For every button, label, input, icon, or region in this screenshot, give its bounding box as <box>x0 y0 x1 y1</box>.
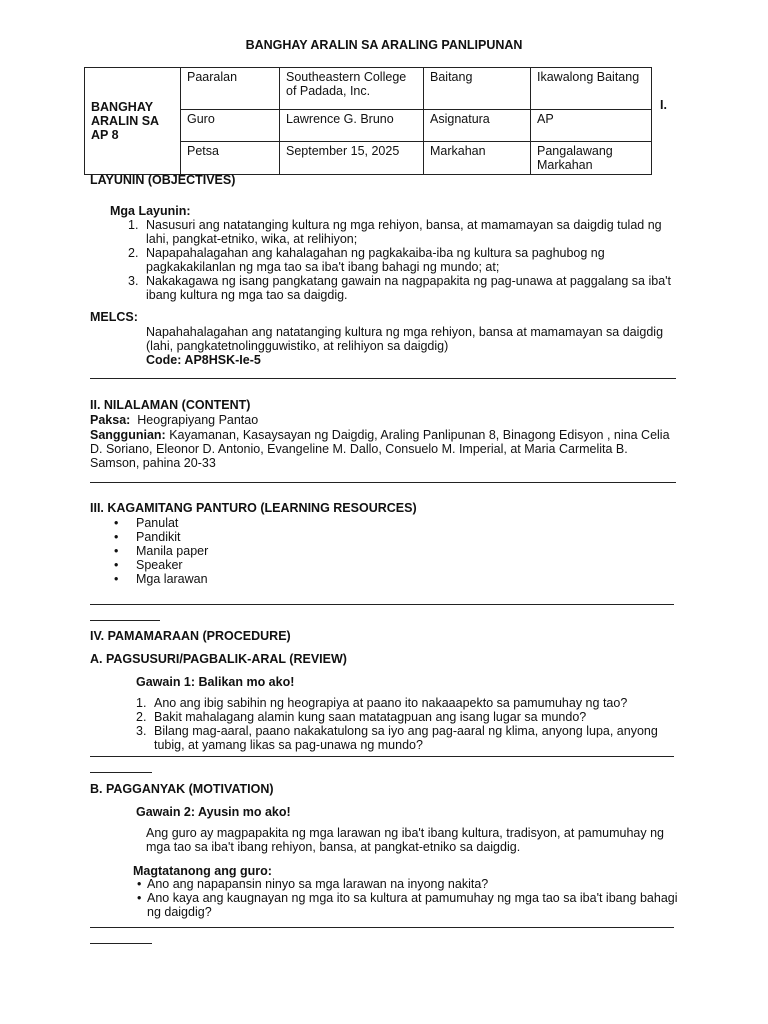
list-item: • Panulat <box>114 516 179 530</box>
table-cell: Ikawalong Baitang <box>531 68 652 110</box>
document-title: BANGHAY ARALIN SA ARALING PANLIPUNAN <box>245 38 523 52</box>
melcs-text: Napahahalagahan ang natatanging kultura ng mga rehiyon, bansa at mamamayan sa daigdig (lahi, pangkatetnolingguwistiko, at relihiyon sa daigdig) <box>146 325 664 353</box>
list-item: • Speaker <box>114 558 183 572</box>
table-cell: September 15, 2025 <box>280 142 424 175</box>
motivation-heading: B. PAGGANYAK (MOTIVATION) <box>90 782 274 796</box>
table-cell: Guro <box>181 110 280 142</box>
paksa-value: Heograpiyang Pantao <box>137 413 259 427</box>
sanggunian-label: Sanggunian: <box>90 428 166 442</box>
motivation-text: Ang guro ay magpapakita ng mga larawan ng iba't ibang kultura, tradisyon, at pamumuhay ng mga tao sa iba't ibang rehiyon, bansa, at pangkat-etniko sa daigdig. <box>146 826 664 854</box>
list-item: • Ano kaya ang kaugnayan ng mga ito sa kultura at pamumuhay ng mga tao sa iba't ibang bahagi ng daigdig? <box>137 891 678 919</box>
motivation-activity: Gawain 2: Ayusin mo ako! <box>136 805 291 819</box>
objectives-subheading: Mga Layunin: <box>110 204 191 218</box>
objectives-heading: LAYUNIN (OBJECTIVES) <box>90 173 236 187</box>
objectives-list <box>128 218 673 302</box>
list-item: 3. Bilang mag-aaral, paano nakakatulong sa iyo ang pag-aaral ng klima, anyong lupa, anyong tubig, at yamang likas sa pag-unawa ng mundo? <box>136 724 658 752</box>
ask-heading: Magtatanong ang guro: <box>133 864 272 878</box>
divider <box>90 378 676 379</box>
review-questions <box>136 696 681 752</box>
content-heading: II. NILALAMAN (CONTENT) <box>90 398 251 412</box>
table-cell: Lawrence G. Bruno <box>280 110 424 142</box>
procedure-heading: IV. PAMAMARAAN (PROCEDURE) <box>90 629 291 643</box>
review-activity: Gawain 1: Balikan mo ako! <box>136 675 295 689</box>
list-item: • Manila paper <box>114 544 209 558</box>
table-cell: Paaralan <box>181 68 280 110</box>
list-item: 3. Nakakagawa ng isang pangkatang gawain na nagpapakita ng pag-unawa at paggalang sa iba't ibang kultura ng mga tao sa daigdig. <box>128 274 672 302</box>
list-item: • Ano ang napapansin ninyo sa mga larawan na inyong nakita? <box>137 877 489 891</box>
list-item: • Mga larawan <box>114 572 208 586</box>
plan-label: BANGHAY ARALIN SA AP 8 <box>85 68 181 175</box>
list-item: 2. Napapahalagahan ang kahalagahan ng pagkakaiba-iba ng kultura sa paghubog ng pagkakakilanlan ng mga tao sa iba't ibang bahagi ng mundo; at; <box>128 246 605 274</box>
sanggunian-value: Kayamanan, Kasaysayan ng Daigdig, Araling Panlipunan 8, Binagong Edisyon , nina Celia D. Soriano, Eleonor D. Antonio, Evangeline M. Dallo, Consuelo M. Imperial, at Maria Carmelita B. Samson, pahina 20-33 <box>90 428 670 470</box>
table-cell: Petsa <box>181 142 280 175</box>
divider <box>90 927 674 928</box>
sanggunian-paragraph <box>90 428 676 470</box>
divider <box>90 756 674 757</box>
table-cell: Markahan <box>424 142 531 175</box>
melcs-code: Code: AP8HSK-Ie-5 <box>146 353 261 367</box>
list-item: • Pandikit <box>114 530 181 544</box>
divider <box>90 620 160 621</box>
table-cell: Baitang <box>424 68 531 110</box>
header-table <box>84 67 652 175</box>
table-row <box>85 68 652 110</box>
list-item: 2. Bakit mahalagang alamin kung saan matatagpuan ang isang lugar sa mundo? <box>136 710 587 724</box>
resources-heading: III. KAGAMITANG PANTURO (LEARNING RESOURCES) <box>90 501 417 515</box>
divider <box>90 943 152 944</box>
divider <box>90 604 674 605</box>
table-cell: Southeastern College of Padada, Inc. <box>280 68 424 110</box>
table-cell: Asignatura <box>424 110 531 142</box>
list-item: 1. Ano ang ibig sabihin ng heograpiya at paano ito nakaaapekto sa pamumuhay ng tao? <box>136 696 628 710</box>
section-number: I. <box>660 98 667 112</box>
divider <box>90 772 152 773</box>
table-cell: AP <box>531 110 652 142</box>
resources-list <box>112 516 208 586</box>
paksa-line <box>90 413 676 427</box>
melcs-heading: MELCS: <box>90 310 138 324</box>
paksa-label: Paksa: <box>90 413 131 427</box>
divider <box>90 482 676 483</box>
motivation-questions <box>137 877 682 919</box>
list-item: 1. Nasusuri ang natatanging kultura ng mga rehiyon, bansa, at mamamayan sa daigdig tulad ng lahi, pangkat-etniko, wika, at relihiyon; <box>128 218 662 246</box>
table-cell: Pangalawang Markahan <box>531 142 652 175</box>
review-heading: A. PAGSUSURI/PAGBALIK-ARAL (REVIEW) <box>90 652 347 666</box>
